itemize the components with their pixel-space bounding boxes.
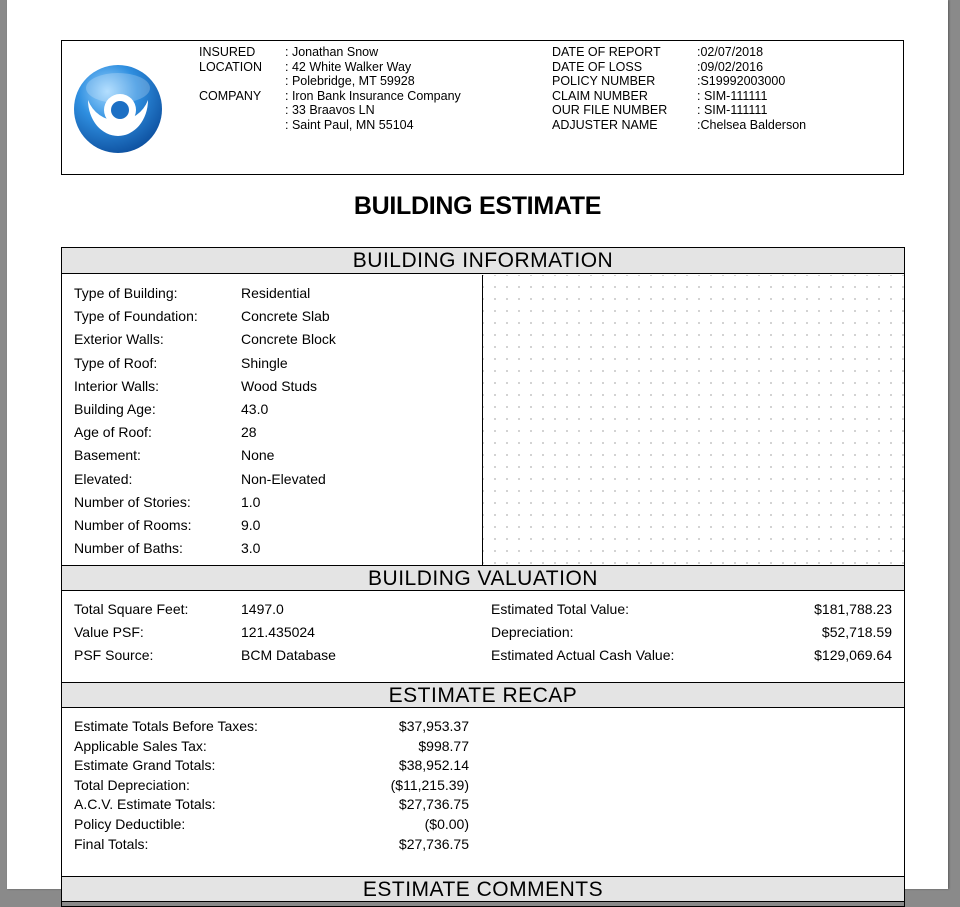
recap-row	[74, 757, 469, 777]
valuation-row	[74, 647, 892, 670]
header-value: : Saint Paul, MN 55104	[285, 117, 414, 132]
building-info-label: Age of Roof:	[74, 424, 152, 441]
recap-row	[74, 796, 469, 816]
recap-row	[74, 738, 469, 758]
header-label: CLAIM NUMBER	[552, 88, 648, 103]
valuation-label: Value PSF:	[74, 624, 144, 640]
recap-amount: ($11,215.39)	[390, 776, 469, 793]
building-info-row	[74, 378, 336, 401]
header-label: OUR FILE NUMBER	[552, 103, 668, 118]
valuation-amount: $129,069.64	[814, 647, 892, 663]
recap-amount: ($0.00)	[424, 815, 469, 832]
recap-label: Estimate Grand Totals:	[74, 757, 216, 774]
header-label	[199, 74, 285, 89]
building-information-list	[74, 285, 336, 563]
building-info-row	[74, 285, 336, 308]
header-label: ADJUSTER NAME	[552, 117, 658, 132]
header-row	[199, 103, 461, 118]
section-header-estimate-comments: ESTIMATE COMMENTS	[62, 876, 904, 902]
section-header-building-valuation: BUILDING VALUATION	[62, 565, 904, 591]
building-info-row	[74, 471, 336, 494]
header-row	[199, 45, 461, 60]
recap-amount: $38,952.14	[398, 757, 469, 774]
header-label	[199, 118, 285, 133]
valuation-label: Total Square Feet:	[74, 601, 189, 617]
building-info-value: 9.0	[241, 516, 261, 533]
building-info-label: Number of Rooms:	[74, 516, 192, 533]
valuation-row	[74, 601, 892, 624]
building-info-row	[74, 401, 336, 424]
building-info-label: Building Age:	[74, 400, 156, 417]
header-label: INSURED	[199, 45, 256, 59]
document-page	[7, 0, 948, 901]
building-info-value: Concrete Block	[241, 331, 336, 348]
building-info-label: Exterior Walls:	[74, 331, 164, 348]
building-info-label: Type of Roof:	[74, 354, 158, 371]
building-info-row	[74, 355, 336, 378]
header-value: : 33 Braavos LN	[285, 103, 375, 118]
header-row	[199, 89, 461, 104]
section-header-estimate-recap: ESTIMATE RECAP	[62, 682, 904, 708]
building-info-row	[74, 331, 336, 354]
recap-row	[74, 836, 469, 856]
valuation-amount: $181,788.23	[814, 601, 892, 617]
valuation-label: Estimated Actual Cash Value:	[491, 647, 675, 663]
header-value: : SIM-111111	[697, 103, 768, 118]
header-label: COMPANY	[199, 88, 262, 103]
header-row	[199, 60, 461, 75]
building-info-label: Type of Building:	[74, 285, 178, 301]
recap-label: Policy Deductible:	[74, 815, 186, 832]
company-logo-icon	[73, 64, 163, 154]
header-label: POLICY NUMBER	[552, 74, 656, 89]
header-row	[552, 89, 806, 104]
valuation-label: Estimated Total Value:	[491, 601, 630, 617]
header-label	[199, 103, 285, 118]
building-info-value: Concrete Slab	[241, 308, 330, 325]
recap-amount: $27,736.75	[398, 796, 469, 813]
recap-row	[74, 816, 469, 836]
header-label: DATE OF REPORT	[552, 45, 661, 59]
header-row	[552, 60, 806, 75]
building-info-label: Type of Foundation:	[74, 308, 198, 325]
header-value: : Polebridge, MT 59928	[285, 74, 415, 89]
building-info-row	[74, 494, 336, 517]
section-header-building-information: BUILDING INFORMATION	[62, 248, 904, 274]
recap-label: Final Totals:	[74, 835, 149, 852]
valuation-value: BCM Database	[241, 647, 336, 663]
page-title: BUILDING ESTIMATE	[353, 192, 602, 220]
header-row	[552, 118, 806, 133]
building-info-value: 28	[241, 424, 257, 441]
building-valuation-list	[74, 601, 892, 670]
header-value: : 42 White Walker Way	[285, 59, 412, 74]
header-value: : Iron Bank Insurance Company	[285, 88, 461, 103]
header-value: : SIM-111111	[697, 88, 768, 103]
building-info-row	[74, 447, 336, 470]
valuation-value: 121.435024	[241, 624, 315, 640]
sketch-grid	[482, 275, 904, 565]
building-info-row	[74, 424, 336, 447]
building-info-row	[74, 308, 336, 331]
header-label: DATE OF LOSS	[552, 59, 643, 74]
building-info-value: 1.0	[241, 493, 261, 510]
recap-label: Applicable Sales Tax:	[74, 737, 207, 754]
building-info-label: Number of Stories:	[74, 493, 191, 510]
valuation-amount: $52,718.59	[821, 624, 892, 640]
header-row	[552, 45, 806, 60]
recap-row	[74, 777, 469, 797]
header-value: : Jonathan Snow	[285, 45, 379, 59]
building-info-value: Shingle	[241, 354, 288, 371]
building-info-value: Non-Elevated	[241, 470, 326, 487]
building-info-row	[74, 517, 336, 540]
header-row	[199, 74, 461, 89]
recap-row	[74, 718, 469, 738]
building-info-value: 43.0	[241, 400, 269, 417]
report-header	[61, 40, 904, 175]
building-info-value: 3.0	[241, 540, 261, 557]
building-info-label: Interior Walls:	[74, 377, 160, 394]
building-info-row	[74, 540, 336, 563]
building-info-value: Residential	[241, 285, 311, 301]
header-row	[552, 103, 806, 118]
recap-amount: $998.77	[418, 737, 469, 754]
valuation-value: 1497.0	[241, 601, 284, 617]
header-row	[552, 74, 806, 89]
building-info-label: Number of Baths:	[74, 540, 183, 557]
building-info-label: Elevated:	[74, 470, 133, 487]
estimate-table	[61, 247, 905, 907]
recap-label: Estimate Totals Before Taxes:	[74, 718, 258, 734]
recap-amount: $37,953.37	[398, 718, 469, 734]
estimate-recap-list	[74, 718, 469, 855]
insured-details	[199, 45, 461, 133]
recap-amount: $27,736.75	[398, 835, 469, 852]
header-value: :S19992003000	[697, 74, 786, 89]
valuation-label: Depreciation:	[491, 624, 574, 640]
header-value: :Chelsea Balderson	[697, 117, 807, 132]
building-info-value: Wood Studs	[241, 377, 318, 394]
header-row	[199, 118, 461, 133]
valuation-label: PSF Source:	[74, 647, 154, 663]
header-label: LOCATION	[199, 59, 262, 74]
report-details	[552, 45, 806, 133]
recap-label: A.C.V. Estimate Totals:	[74, 796, 216, 813]
header-value: :09/02/2016	[697, 59, 764, 74]
header-value: :02/07/2018	[697, 45, 764, 59]
recap-label: Total Depreciation:	[74, 776, 190, 793]
building-info-value: None	[241, 447, 275, 464]
building-info-label: Basement:	[74, 447, 141, 464]
valuation-row	[74, 624, 892, 647]
